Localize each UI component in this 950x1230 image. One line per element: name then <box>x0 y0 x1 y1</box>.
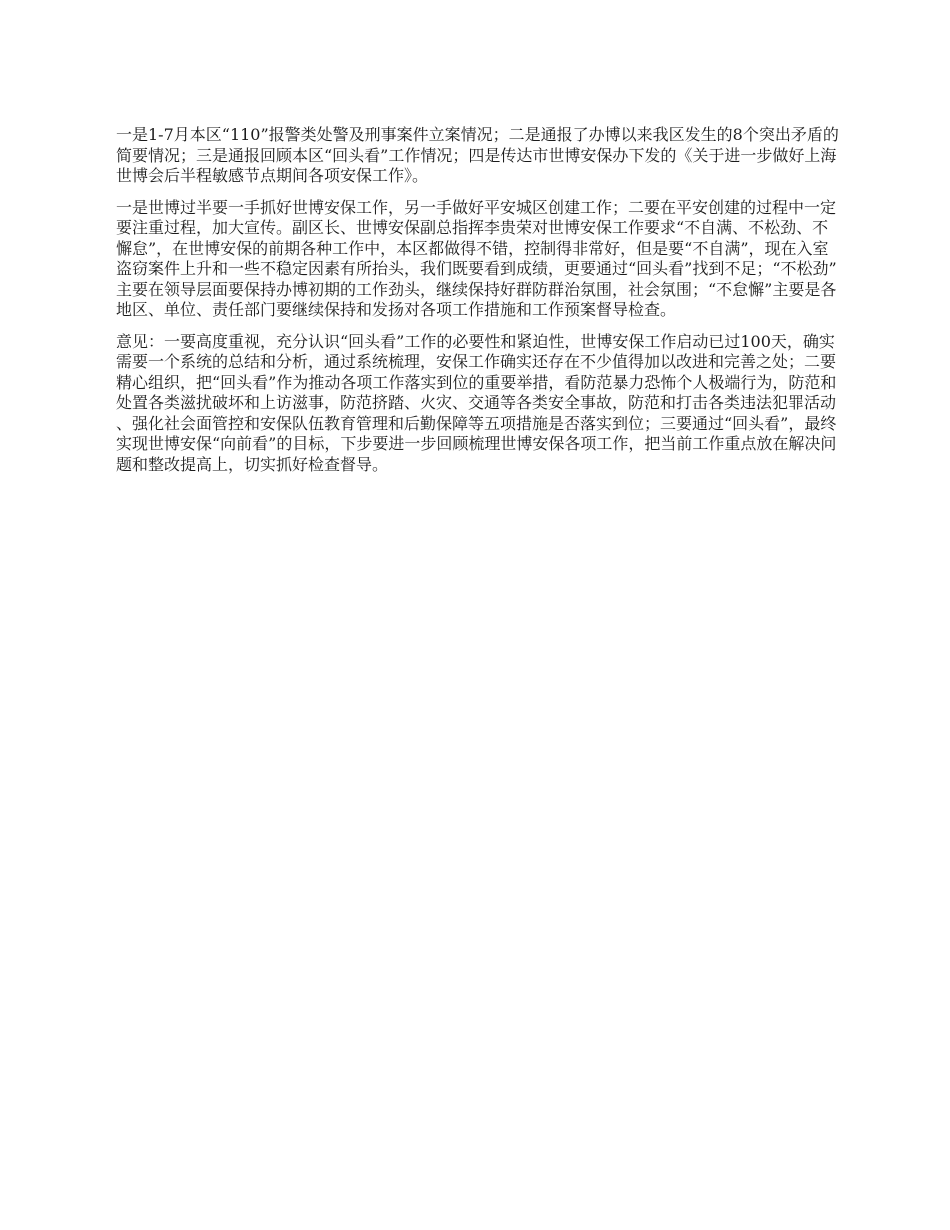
paragraph-1: 一是1-7月本区“110”报警类处警及刑事案件立案情况；二是通报了办博以来我区发生的8个突出矛盾的简要情况；三是通报回顾本区“回头看”工作情况；四是传达市世博安保办下发的《关于进一步做好上海世博会后半程敏感节点期间各项安保工作》。 <box>116 125 839 185</box>
paragraph-2: 一是世博过半要一手抓好世博安保工作，另一手做好平安城区创建工作；二要在平安创建的过程中一定要注重过程，加大宣传。副区长、世博安保副总指挥李贵荣对世博安保工作要求“不自满、不松劲、不懈怠”，在世博安保的前期各种工作中，本区都做得不错，控制得非常好，但是要“不自满”，现在入室盗窃案件上升和一些不稳定因素有所抬头，我们既要看到成绩，更要通过“回头看”找到不足；“不松劲”主要在领导层面要保持办博初期的工作劲头，继续保持好群防群治氛围，社会氛围；“不怠懈”主要是各地区、单位、责任部门要继续保持和发扬对各项工作措施和工作预案督导检查。 <box>116 197 837 319</box>
document-body <box>116 125 840 486</box>
paragraph-3: 意见：一要高度重视，充分认识“回头看”工作的必要性和紧迫性，世博安保工作启动已过100天，确实需要一个系统的总结和分析，通过系统梳理，安保工作确实还存在不少值得加以改进和完善之处；二要精心组织，把“回头看”作为推动各项工作落实到位的重要举措，看防范暴力恐怖个人极端行为，防范和处置各类滋扰破坏和上访滋事，防范挤踏、火灾、交通等各类安全事故，防范和打击各类违法犯罪活动、强化社会面管控和安保队伍教育管理和后勤保障等五项措施是否落实到位；三要通过“回头看”，最终实现世博安保“向前看”的目标，下步要进一步回顾梳理世博安保各项工作，把当前工作重点放在解决问题和整改提高上，切实抓好检查督导。 <box>116 331 837 474</box>
